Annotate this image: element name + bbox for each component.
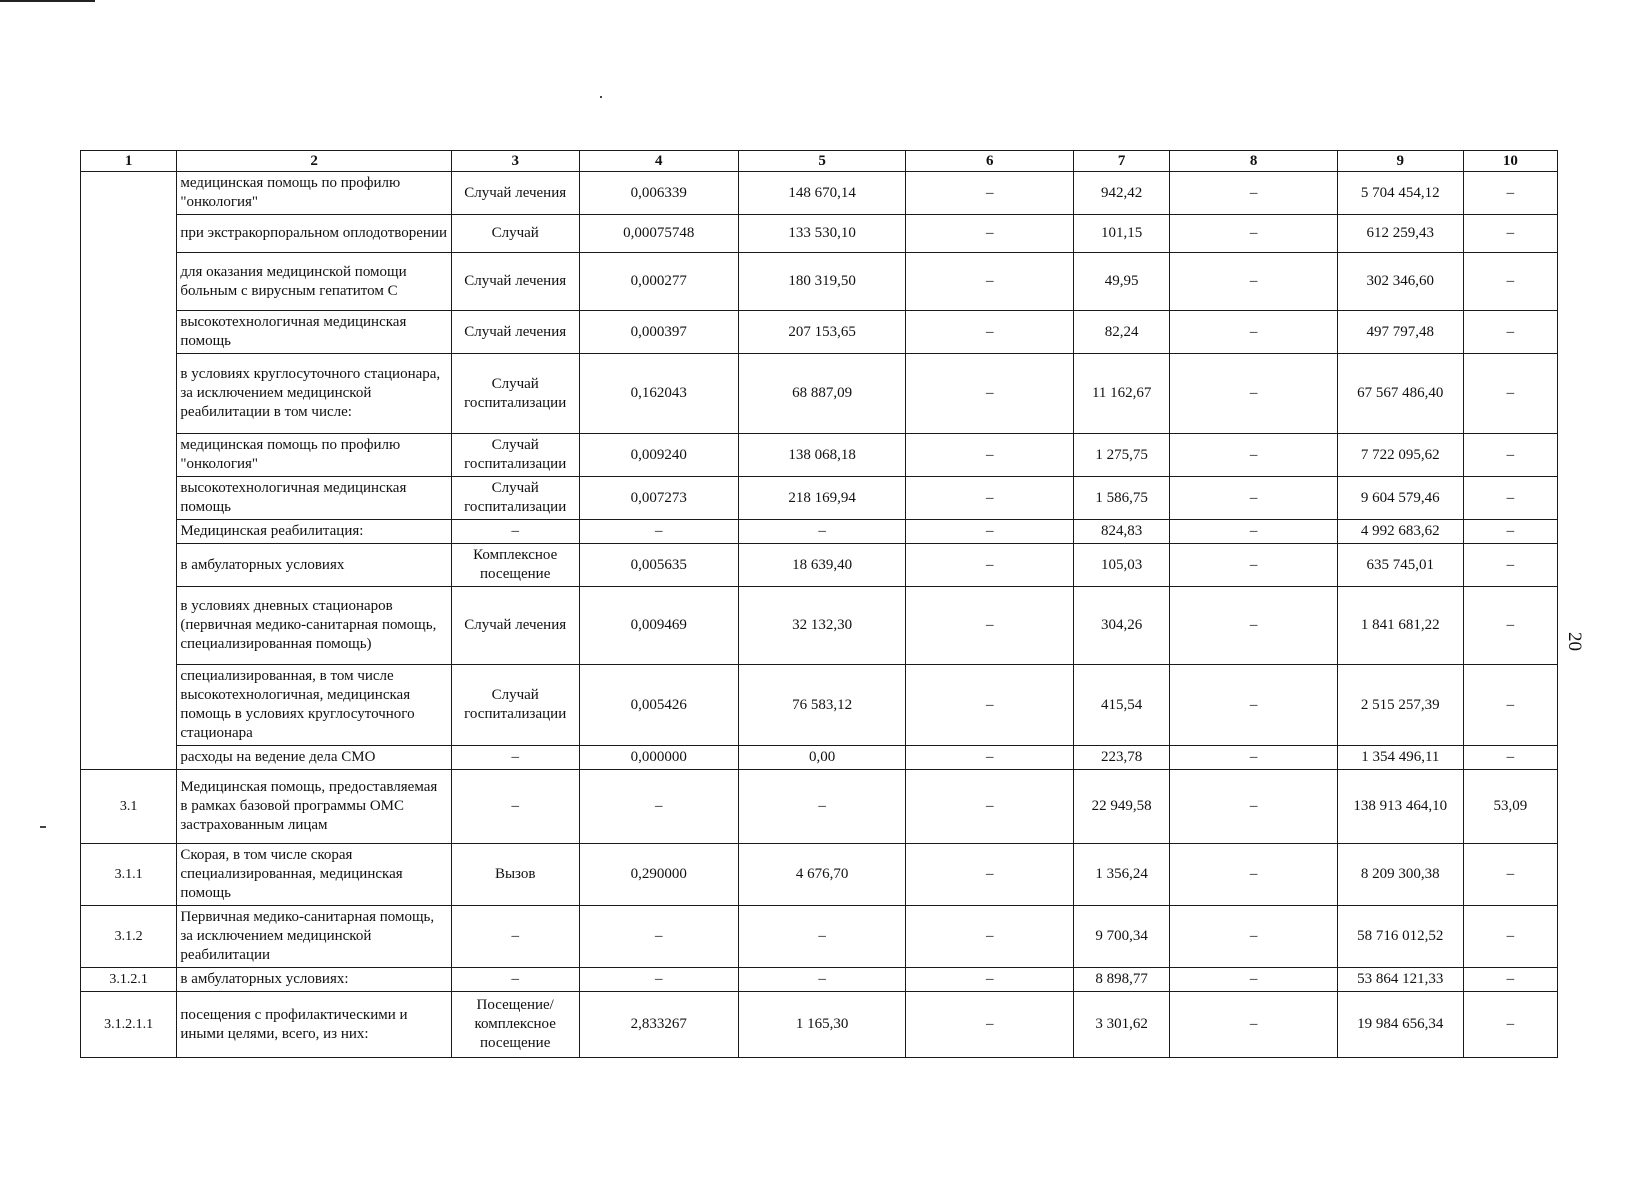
norm-volume-cell: 0,000277: [579, 253, 738, 311]
total-cost-cell: 19 984 656,34: [1337, 992, 1463, 1058]
total-cost-cell: 138 913 464,10: [1337, 770, 1463, 844]
indicator-name-cell: Медицинская помощь, предоставляемая в рамках базовой программы ОМС застрахованным лицам: [177, 770, 451, 844]
header-cell: 3: [451, 151, 579, 172]
table-row: [81, 311, 1558, 354]
col-6-value-cell: –: [906, 746, 1074, 770]
unit-of-measure-cell: Случай госпитализации: [451, 665, 579, 746]
scan-speck: [600, 96, 602, 98]
table-row: [81, 253, 1558, 311]
share-percent-cell: –: [1463, 215, 1557, 253]
row-number-cell: [81, 354, 177, 434]
norm-volume-cell: 0,009469: [579, 587, 738, 665]
col-6-value-cell: –: [906, 770, 1074, 844]
col-8-value-cell: –: [1170, 770, 1338, 844]
page-number: 20: [1564, 632, 1585, 651]
table-row: [81, 354, 1558, 434]
indicator-name-cell: Первичная медико-санитарная помощь, за исключением медицинской реабилитации: [177, 906, 451, 968]
indicator-name-cell: посещения с профилактическими и иными целями, всего, из них:: [177, 992, 451, 1058]
row-number-cell: [81, 253, 177, 311]
share-percent-cell: –: [1463, 311, 1557, 354]
cost-per-unit-cell: 0,00: [738, 746, 906, 770]
header-cell: 2: [177, 151, 451, 172]
table-body: [81, 172, 1558, 1058]
norm-volume-cell: 0,005635: [579, 544, 738, 587]
indicator-name-cell: расходы на ведение дела СМО: [177, 746, 451, 770]
table-row: [81, 477, 1558, 520]
total-cost-cell: 1 354 496,11: [1337, 746, 1463, 770]
per-capita-value-cell: 82,24: [1074, 311, 1170, 354]
row-number-cell: [81, 665, 177, 746]
col-8-value-cell: –: [1170, 520, 1338, 544]
indicator-name-cell: при экстракорпоральном оплодотворении: [177, 215, 451, 253]
share-percent-cell: –: [1463, 354, 1557, 434]
share-percent-cell: –: [1463, 253, 1557, 311]
share-percent-cell: –: [1463, 520, 1557, 544]
col-8-value-cell: –: [1170, 354, 1338, 434]
cost-per-unit-cell: 207 153,65: [738, 311, 906, 354]
per-capita-value-cell: 942,42: [1074, 172, 1170, 215]
header-cell: 10: [1463, 151, 1557, 172]
table-row: [81, 434, 1558, 477]
col-8-value-cell: –: [1170, 746, 1338, 770]
row-number-cell: [81, 587, 177, 665]
per-capita-value-cell: 9 700,34: [1074, 906, 1170, 968]
unit-of-measure-cell: Комплексное посещение: [451, 544, 579, 587]
unit-of-measure-cell: Случай госпитализации: [451, 354, 579, 434]
norm-volume-cell: –: [579, 906, 738, 968]
col-6-value-cell: –: [906, 311, 1074, 354]
per-capita-value-cell: 22 949,58: [1074, 770, 1170, 844]
norm-volume-cell: –: [579, 520, 738, 544]
col-6-value-cell: –: [906, 172, 1074, 215]
norm-volume-cell: –: [579, 770, 738, 844]
scan-speck: [40, 826, 46, 828]
header-cell: 9: [1337, 151, 1463, 172]
indicator-name-cell: высокотехнологичная медицинская помощь: [177, 311, 451, 354]
col-8-value-cell: –: [1170, 587, 1338, 665]
per-capita-value-cell: 223,78: [1074, 746, 1170, 770]
norm-volume-cell: 2,833267: [579, 992, 738, 1058]
unit-of-measure-cell: –: [451, 906, 579, 968]
indicator-name-cell: медицинская помощь по профилю "онкология": [177, 434, 451, 477]
cost-per-unit-cell: 218 169,94: [738, 477, 906, 520]
row-number-cell: 3.1.2.1: [81, 968, 177, 992]
table-row: [81, 844, 1558, 906]
unit-of-measure-cell: –: [451, 770, 579, 844]
per-capita-value-cell: 101,15: [1074, 215, 1170, 253]
per-capita-value-cell: 105,03: [1074, 544, 1170, 587]
col-6-value-cell: –: [906, 587, 1074, 665]
total-cost-cell: 497 797,48: [1337, 311, 1463, 354]
total-cost-cell: 58 716 012,52: [1337, 906, 1463, 968]
indicator-name-cell: Скорая, в том числе скорая специализированная, медицинская помощь: [177, 844, 451, 906]
share-percent-cell: –: [1463, 844, 1557, 906]
header-cell: 4: [579, 151, 738, 172]
unit-of-measure-cell: –: [451, 968, 579, 992]
table-row: [81, 770, 1558, 844]
col-6-value-cell: –: [906, 844, 1074, 906]
indicator-name-cell: Медицинская реабилитация:: [177, 520, 451, 544]
table-row: [81, 992, 1558, 1058]
header-cell: 5: [738, 151, 906, 172]
col-8-value-cell: –: [1170, 906, 1338, 968]
total-cost-cell: 302 346,60: [1337, 253, 1463, 311]
total-cost-cell: 5 704 454,12: [1337, 172, 1463, 215]
row-number-cell: [81, 311, 177, 354]
total-cost-cell: 1 841 681,22: [1337, 587, 1463, 665]
col-8-value-cell: –: [1170, 992, 1338, 1058]
col-6-value-cell: –: [906, 544, 1074, 587]
per-capita-value-cell: 8 898,77: [1074, 968, 1170, 992]
norm-volume-cell: –: [579, 968, 738, 992]
norm-volume-cell: 0,290000: [579, 844, 738, 906]
per-capita-value-cell: 49,95: [1074, 253, 1170, 311]
total-cost-cell: 635 745,01: [1337, 544, 1463, 587]
unit-of-measure-cell: Вызов: [451, 844, 579, 906]
col-8-value-cell: –: [1170, 311, 1338, 354]
cost-per-unit-cell: 4 676,70: [738, 844, 906, 906]
col-6-value-cell: –: [906, 665, 1074, 746]
unit-of-measure-cell: Случай лечения: [451, 587, 579, 665]
per-capita-value-cell: 824,83: [1074, 520, 1170, 544]
table-row: [81, 906, 1558, 968]
col-6-value-cell: –: [906, 992, 1074, 1058]
share-percent-cell: –: [1463, 992, 1557, 1058]
share-percent-cell: 53,09: [1463, 770, 1557, 844]
header-cell: 8: [1170, 151, 1338, 172]
header-cell: 6: [906, 151, 1074, 172]
row-number-cell: 3.1.1: [81, 844, 177, 906]
col-8-value-cell: –: [1170, 215, 1338, 253]
table-row: [81, 968, 1558, 992]
unit-of-measure-cell: –: [451, 746, 579, 770]
unit-of-measure-cell: Случай госпитализации: [451, 434, 579, 477]
cost-per-unit-cell: 68 887,09: [738, 354, 906, 434]
col-6-value-cell: –: [906, 906, 1074, 968]
share-percent-cell: –: [1463, 477, 1557, 520]
col-8-value-cell: –: [1170, 844, 1338, 906]
total-cost-cell: 67 567 486,40: [1337, 354, 1463, 434]
table-row: [81, 544, 1558, 587]
col-8-value-cell: –: [1170, 968, 1338, 992]
data-table: [80, 150, 1558, 1058]
col-6-value-cell: –: [906, 477, 1074, 520]
col-6-value-cell: –: [906, 520, 1074, 544]
unit-of-measure-cell: Случай лечения: [451, 311, 579, 354]
norm-volume-cell: 0,007273: [579, 477, 738, 520]
total-cost-cell: 612 259,43: [1337, 215, 1463, 253]
indicator-name-cell: для оказания медицинской помощи больным с вирусным гепатитом С: [177, 253, 451, 311]
total-cost-cell: 8 209 300,38: [1337, 844, 1463, 906]
table-row: [81, 520, 1558, 544]
row-number-cell: [81, 172, 177, 215]
cost-per-unit-cell: 138 068,18: [738, 434, 906, 477]
header-cell: 7: [1074, 151, 1170, 172]
share-percent-cell: –: [1463, 434, 1557, 477]
indicator-name-cell: в условиях круглосуточного стационара, за исключением медицинской реабилитации в том числе:: [177, 354, 451, 434]
share-percent-cell: –: [1463, 746, 1557, 770]
total-cost-cell: 9 604 579,46: [1337, 477, 1463, 520]
row-number-cell: [81, 544, 177, 587]
cost-per-unit-cell: –: [738, 520, 906, 544]
share-percent-cell: –: [1463, 906, 1557, 968]
col-8-value-cell: –: [1170, 434, 1338, 477]
cost-per-unit-cell: 1 165,30: [738, 992, 906, 1058]
norm-volume-cell: 0,000397: [579, 311, 738, 354]
row-number-cell: [81, 520, 177, 544]
norm-volume-cell: 0,162043: [579, 354, 738, 434]
norm-volume-cell: 0,000000: [579, 746, 738, 770]
row-number-cell: [81, 215, 177, 253]
col-6-value-cell: –: [906, 968, 1074, 992]
col-6-value-cell: –: [906, 215, 1074, 253]
indicator-name-cell: высокотехнологичная медицинская помощь: [177, 477, 451, 520]
per-capita-value-cell: 11 162,67: [1074, 354, 1170, 434]
unit-of-measure-cell: Случай лечения: [451, 253, 579, 311]
col-8-value-cell: –: [1170, 172, 1338, 215]
cost-per-unit-cell: 32 132,30: [738, 587, 906, 665]
row-number-cell: 3.1.2.1.1: [81, 992, 177, 1058]
cost-per-unit-cell: 180 319,50: [738, 253, 906, 311]
total-cost-cell: 53 864 121,33: [1337, 968, 1463, 992]
norm-volume-cell: 0,00075748: [579, 215, 738, 253]
col-8-value-cell: –: [1170, 477, 1338, 520]
per-capita-value-cell: 1 586,75: [1074, 477, 1170, 520]
row-number-cell: 3.1.2: [81, 906, 177, 968]
indicator-name-cell: в условиях дневных стационаров (первичная медико-санитарная помощь, специализированная помощь): [177, 587, 451, 665]
row-number-cell: [81, 477, 177, 520]
per-capita-value-cell: 415,54: [1074, 665, 1170, 746]
indicator-name-cell: медицинская помощь по профилю "онкология": [177, 172, 451, 215]
per-capita-value-cell: 1 356,24: [1074, 844, 1170, 906]
table-header-row: [81, 151, 1558, 172]
col-8-value-cell: –: [1170, 253, 1338, 311]
cost-per-unit-cell: –: [738, 968, 906, 992]
total-cost-cell: 7 722 095,62: [1337, 434, 1463, 477]
share-percent-cell: –: [1463, 172, 1557, 215]
per-capita-value-cell: 3 301,62: [1074, 992, 1170, 1058]
col-6-value-cell: –: [906, 354, 1074, 434]
header-cell: 1: [81, 151, 177, 172]
share-percent-cell: –: [1463, 665, 1557, 746]
row-number-cell: [81, 746, 177, 770]
norm-volume-cell: 0,005426: [579, 665, 738, 746]
col-8-value-cell: –: [1170, 544, 1338, 587]
col-6-value-cell: –: [906, 253, 1074, 311]
unit-of-measure-cell: Случай лечения: [451, 172, 579, 215]
table-row: [81, 746, 1558, 770]
row-number-cell: 3.1: [81, 770, 177, 844]
table-row: [81, 665, 1558, 746]
indicator-name-cell: в амбулаторных условиях: [177, 544, 451, 587]
table-row: [81, 587, 1558, 665]
table-row: [81, 215, 1558, 253]
share-percent-cell: –: [1463, 968, 1557, 992]
cost-per-unit-cell: 148 670,14: [738, 172, 906, 215]
indicator-name-cell: специализированная, в том числе высокотехнологичная, медицинская помощь в условиях круглосуточного стационара: [177, 665, 451, 746]
total-cost-cell: 4 992 683,62: [1337, 520, 1463, 544]
share-percent-cell: –: [1463, 587, 1557, 665]
cost-per-unit-cell: –: [738, 770, 906, 844]
cost-per-unit-cell: 18 639,40: [738, 544, 906, 587]
indicator-name-cell: в амбулаторных условиях:: [177, 968, 451, 992]
cost-per-unit-cell: –: [738, 906, 906, 968]
cost-per-unit-cell: 133 530,10: [738, 215, 906, 253]
scan-edge-line: [0, 0, 95, 2]
norm-volume-cell: 0,009240: [579, 434, 738, 477]
per-capita-value-cell: 1 275,75: [1074, 434, 1170, 477]
norm-volume-cell: 0,006339: [579, 172, 738, 215]
total-cost-cell: 2 515 257,39: [1337, 665, 1463, 746]
table-row: [81, 172, 1558, 215]
unit-of-measure-cell: Случай госпитализации: [451, 477, 579, 520]
cost-per-unit-cell: 76 583,12: [738, 665, 906, 746]
unit-of-measure-cell: –: [451, 520, 579, 544]
unit-of-measure-cell: Посещение/ комплексное посещение: [451, 992, 579, 1058]
unit-of-measure-cell: Случай: [451, 215, 579, 253]
share-percent-cell: –: [1463, 544, 1557, 587]
col-8-value-cell: –: [1170, 665, 1338, 746]
col-6-value-cell: –: [906, 434, 1074, 477]
per-capita-value-cell: 304,26: [1074, 587, 1170, 665]
row-number-cell: [81, 434, 177, 477]
